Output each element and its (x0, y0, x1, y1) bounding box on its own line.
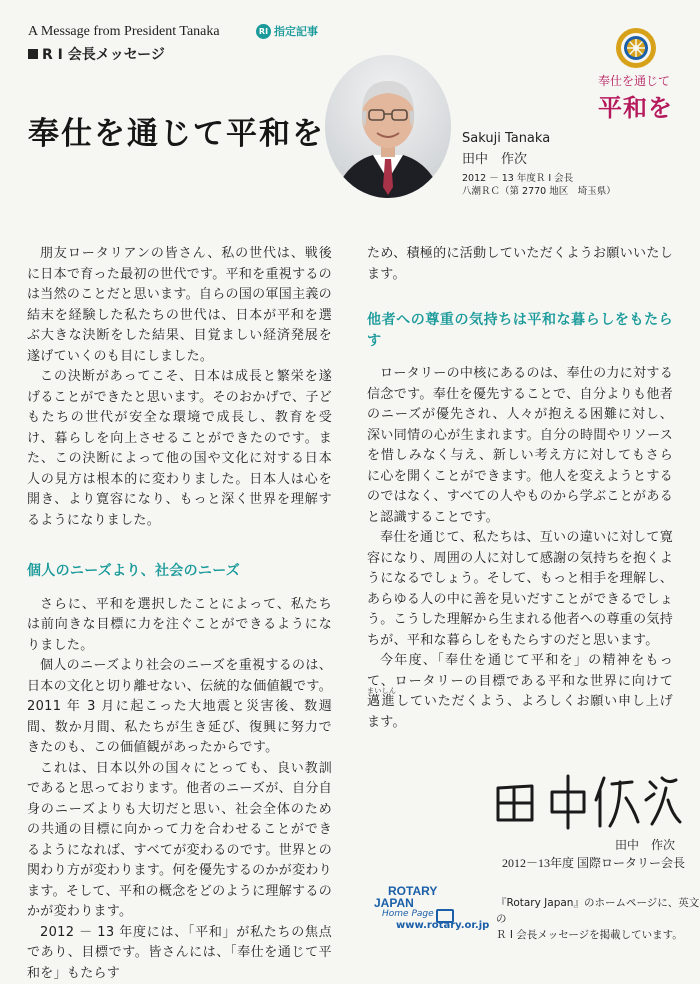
logo-home-page: Home Page (366, 909, 466, 919)
page-title: 奉仕を通じて平和を (28, 108, 325, 153)
signature-title: 2012－13年度 国際ロータリー会長 (502, 854, 685, 871)
designated-article-badge (256, 23, 318, 39)
english-title: A Message from President Tanaka (28, 24, 220, 40)
square-bullet-icon (28, 49, 38, 59)
paragraph: 朋友ロータリアンの皆さん、私の世代は、戦後に日本で育った最初の世代です。平和を重視するのは当然のことだと思います。自らの国の軍国主義の結末を経験した私たちの世代は、日本が平和を選ぶ大きな決断をした結果、目覚ましい経済発展を遂げていくのも目にしました。 (27, 244, 332, 367)
right-column (367, 244, 673, 733)
text-segment: 今年度、「奉仕を通じて平和を」の精神をもって、ロータリーの目標である平和な世界に向けて (367, 653, 673, 689)
rotary-japan-logo (366, 885, 466, 931)
subheading: 他者への尊重の気持ちは平和な暮らしをもたらす (367, 310, 673, 351)
footer-note (496, 895, 700, 943)
monitor-icon (436, 909, 454, 923)
paragraph: これは、日本以外の国々にとっても、良い教訓であると思っております。他者のニーズが、自分自身のニーズよりも大切だと思い、社会全体のための共通の目標に向かって力を合わせることができるようになれば、すべてが変わるのです。世界との関わり方が変わります。何を優先するのかが変わります。そして、平和の概念をどのように理解するのかが変わります。 (27, 759, 332, 923)
footer-note-line: 『Rotary Japan』のホームページに、英文の (496, 895, 700, 927)
paragraph: ロータリーの中核にあるのは、奉仕の力に対する信念です。奉仕を優先することで、自分よりも他者のニーズが優先され、人々が抱える困難に対し、深い同情の心が生まれます。自分の時間やリソースを惜しみなく与え、新しい考え方に対してもさらに心を開くことができます。他人を変えようとするのではなく、すべての人やものから学ぶことがあると認識することです。 (367, 364, 673, 528)
president-name-en: Sakuji Tanaka (462, 131, 550, 146)
handwritten-signature (492, 770, 682, 830)
paragraph: 奉仕を通じて、私たちは、互いの違いに対して寛容になり、周囲の人に対して感謝の気持ちを抱くようになるでしょう。そして、もっと相手を理解し、あらゆる人の中に善を見いだすことができるでしょう。こうした理解から生まれる他者への尊重の気持ちが、平和な暮らしをもたらすのだと思います。 (367, 528, 673, 651)
subheading: 個人のニーズより、社会のニーズ (27, 561, 332, 582)
left-column (27, 244, 332, 984)
badge-label: 指定記事 (274, 23, 318, 39)
section-label-text: R I 会長メッセージ (42, 47, 165, 63)
ruby-word (367, 694, 396, 709)
ruby-reading: まいしん (367, 687, 396, 695)
paragraph: ため、積極的に活動していただくようお願いいたします。 (367, 244, 673, 285)
president-position: 2012 － 13 年度Ｒ I 会長 (462, 170, 573, 184)
paragraph: この決断があってこそ、日本は成長と繁栄を遂げることができたと思います。そのおかげで、子どもたちの世代が安全な環境で成長し、教育を受け、暮らしを向上させることができたのです。また、この決断によって他の国や文化に対する日本人の見方は根本的に変わりました。日本人は心を開き、より寛容になり、もっと深く世界を理解するようになりました。 (27, 367, 332, 531)
president-name-jp: 田中 作次 (462, 148, 527, 167)
ruby-base: 邁進 (367, 694, 396, 709)
paragraph: 個人のニーズより社会のニーズを重視するのは、日本の文化と切り離せない、伝統的な価値観です。2011 年 3 月に起こった大地震と災害後、数週間、数か月間、私たちが生き延び、復興に努力できたのも、この価値観があったからです。 (27, 656, 332, 759)
paragraph: さらに、平和を選択したことによって、私たちは前向きな目標に力を注ぐことができるようになりました。 (27, 595, 332, 657)
rotary-wheel-icon (614, 26, 658, 70)
logo-url: www.rotary.or.jp (366, 920, 466, 931)
section-label (28, 44, 165, 64)
paragraph: 2012 － 13 年度には、「平和」が私たちの焦点であり、目標です。皆さんには、「奉仕を通じて平和を」もたらす (27, 923, 332, 984)
text-segment: していただくよう、よろしくお願い申し上げます。 (367, 694, 673, 730)
logo-rotary: ROTARY (366, 885, 466, 897)
signature-name: 田中 作次 (615, 836, 675, 853)
president-club: 八潮ＲＣ（第 2770 地区 埼玉県） (462, 183, 616, 197)
president-portrait (325, 55, 451, 198)
theme-line1: 奉仕を通じて (598, 72, 670, 89)
footer-note-line: Ｒ I 会長メッセージを掲載しています。 (496, 927, 700, 943)
portrait-illustration (325, 55, 451, 198)
paragraph (367, 651, 673, 733)
logo-japan: JAPAN (366, 897, 466, 909)
ri-icon: RI (256, 24, 271, 39)
theme-line2: 平和を (598, 88, 673, 123)
